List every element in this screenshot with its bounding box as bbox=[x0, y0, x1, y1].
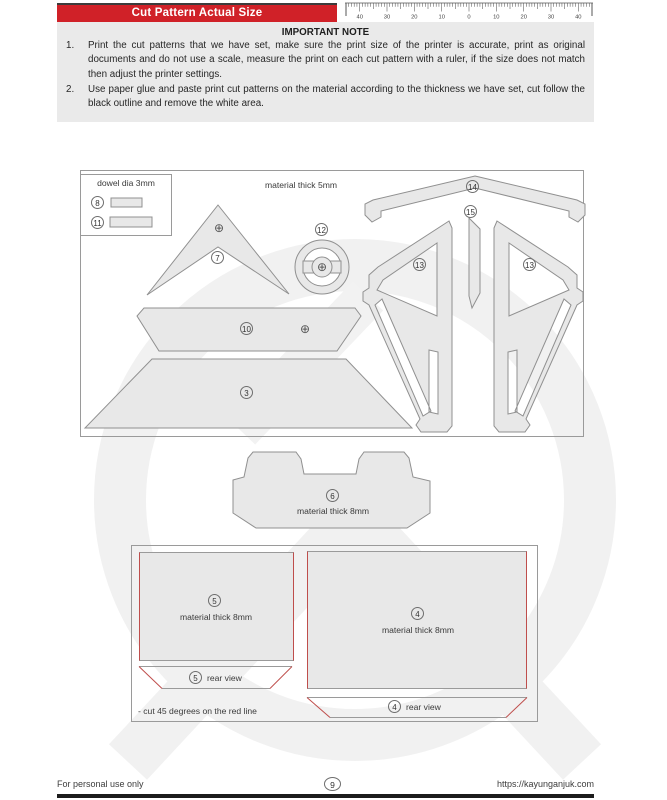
note-title: IMPORTANT NOTE bbox=[281, 27, 370, 38]
rear-view-text: rear view bbox=[406, 702, 441, 712]
ruler-label: 30 bbox=[383, 14, 391, 21]
ruler-label: 20 bbox=[520, 14, 527, 21]
part-4-rear-label: 4 bbox=[388, 700, 401, 713]
part-13-right-label: 13 bbox=[523, 258, 536, 271]
footer-usage-note: For personal use only bbox=[57, 779, 144, 789]
ruler-label: 0 bbox=[467, 14, 471, 21]
ruler-label: 10 bbox=[493, 14, 500, 21]
material-thickness-note-8mm: material thick 8mm bbox=[179, 612, 253, 622]
footer-website-url: https://kayunganjuk.com bbox=[496, 779, 594, 789]
ruler-label: 10 bbox=[438, 14, 445, 21]
part-14-label: 14 bbox=[466, 180, 479, 193]
part-3-label: 3 bbox=[240, 386, 253, 399]
ruler-label: 40 bbox=[575, 14, 582, 21]
part-11-label: 11 bbox=[91, 216, 104, 229]
page-bottom-rule bbox=[57, 794, 594, 798]
part-6-label: 6 bbox=[326, 489, 339, 502]
ruler-label: 40 bbox=[356, 14, 363, 21]
ruler bbox=[345, 2, 593, 22]
note-item-2 bbox=[57, 82, 594, 112]
dowel-legend-title: dowel dia 3mm bbox=[97, 178, 155, 188]
part-4-label: 4 bbox=[411, 607, 424, 620]
registration-mark-icon: ⊕ bbox=[299, 322, 311, 336]
ruler-labels bbox=[356, 15, 581, 21]
cut-45-degrees-note: - cut 45 degrees on the red line bbox=[138, 706, 257, 716]
part-10-label: 10 bbox=[240, 322, 253, 335]
registration-mark-icon: ⊕ bbox=[213, 221, 225, 235]
material-thickness-note-8mm: material thick 8mm bbox=[296, 506, 370, 516]
important-note bbox=[57, 22, 594, 122]
part-5-label: 5 bbox=[208, 594, 221, 607]
material-thickness-note-8mm: material thick 8mm bbox=[381, 625, 455, 635]
part-15-label: 15 bbox=[464, 205, 477, 218]
registration-mark-icon: ⊕ bbox=[316, 260, 328, 274]
part-5-rear-label: 5 bbox=[189, 671, 202, 684]
material-thickness-note-5mm: material thick 5mm bbox=[264, 180, 338, 190]
part-7-label: 7 bbox=[211, 251, 224, 264]
part-12-label: 12 bbox=[315, 223, 328, 236]
note-item-1 bbox=[57, 38, 594, 82]
page-number: 9 bbox=[324, 777, 341, 791]
note-item-text: Use paper glue and paste print cut patterns on the material according to the thickness we have set, cut follow the black outline and remove the white area. bbox=[88, 83, 585, 110]
page-title: Cut Pattern Actual Size bbox=[57, 3, 337, 22]
note-item-number: 1. bbox=[66, 40, 75, 51]
part-13-left-label: 13 bbox=[413, 258, 426, 271]
ruler-label: 20 bbox=[411, 14, 418, 21]
part-8-label: 8 bbox=[91, 196, 104, 209]
rear-view-text: rear view bbox=[207, 673, 242, 683]
ruler-label: 30 bbox=[547, 14, 555, 21]
note-item-text: Print the cut patterns that we have set, make sure the print size of the printer is accurate, print as original documents and do not use a scale, measure the print on each cut pattern with a ruler, if the size does not match then adjust the printer settings. bbox=[88, 40, 585, 80]
note-item-number: 2. bbox=[66, 83, 75, 95]
